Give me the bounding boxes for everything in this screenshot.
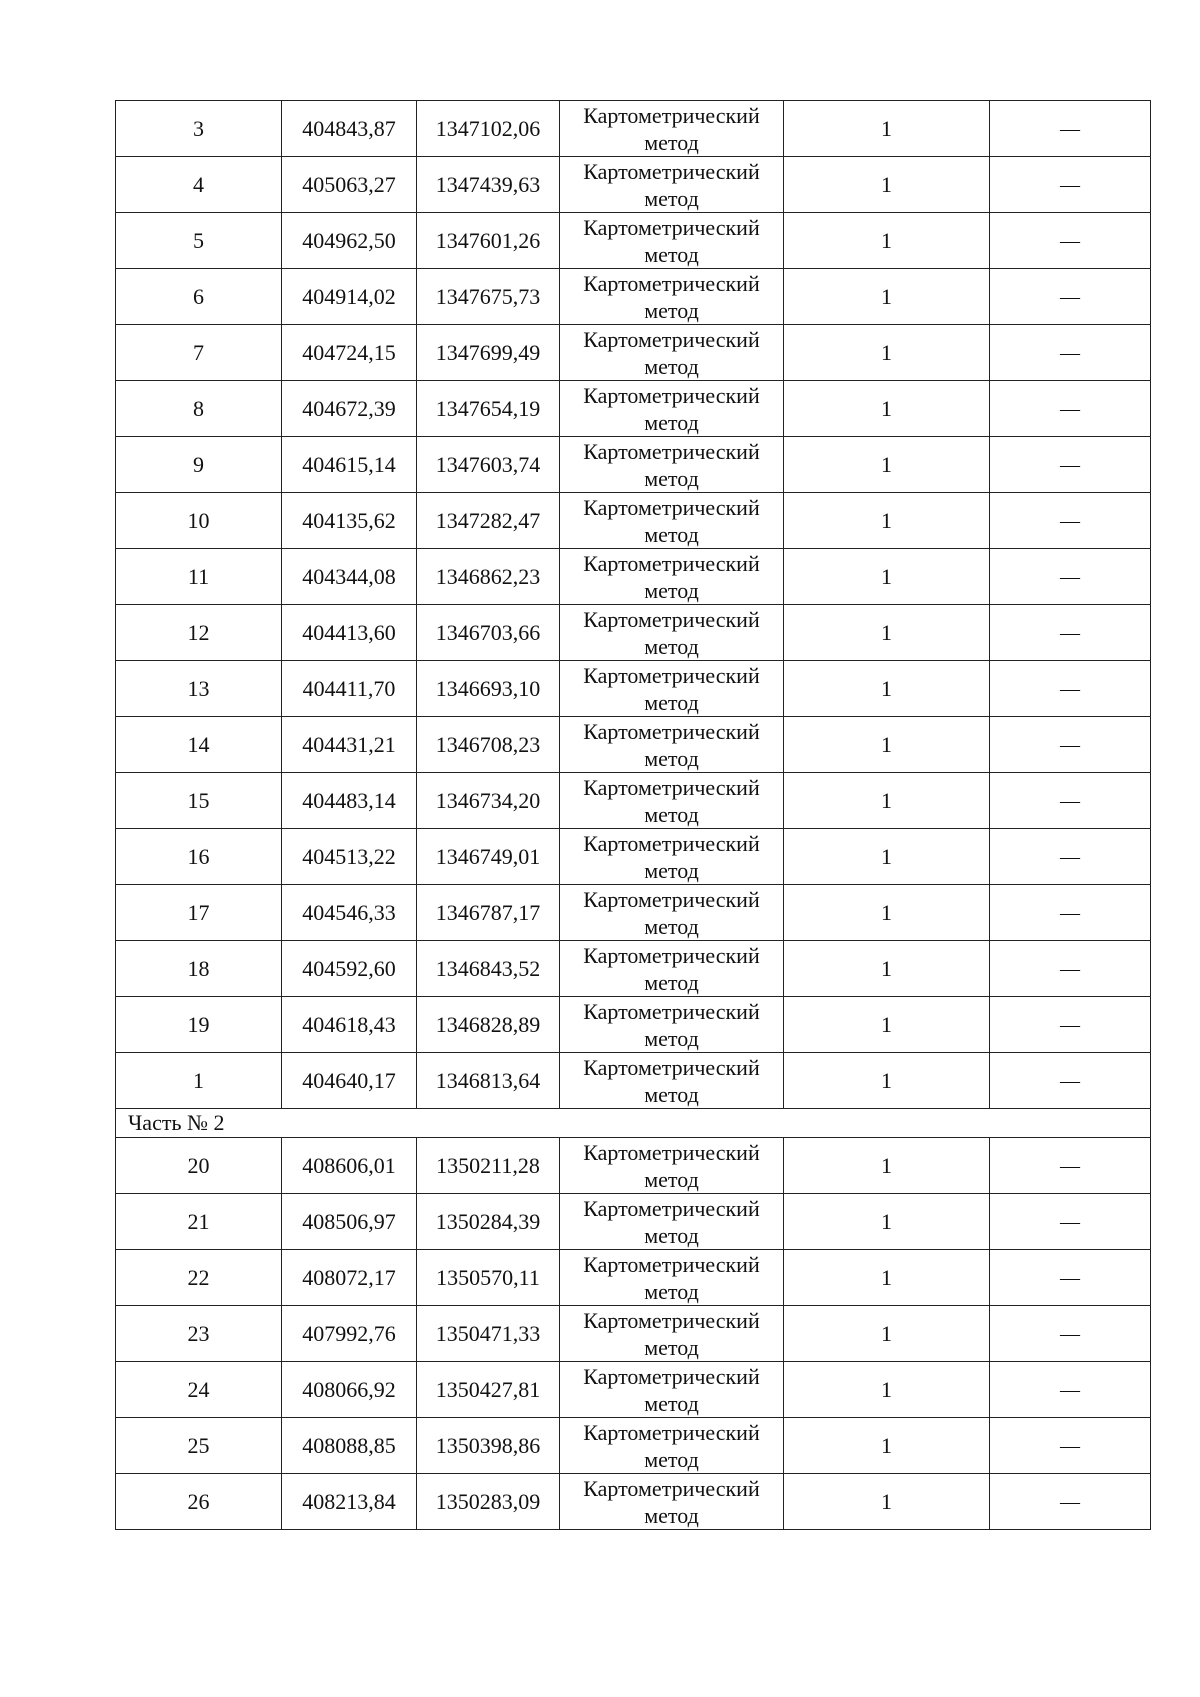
y-coordinate-cell: 1346813,64	[417, 1053, 560, 1109]
part-1-rows	[116, 101, 1151, 1109]
accuracy-cell: 1	[784, 101, 990, 157]
method-cell: Картометрический метод	[560, 605, 784, 661]
x-coordinate-cell: 404672,39	[282, 381, 417, 437]
y-coordinate-cell: 1347654,19	[417, 381, 560, 437]
method-cell: Картометрический метод	[560, 437, 784, 493]
table-row	[116, 605, 1151, 661]
point-number-cell: 20	[116, 1138, 282, 1194]
x-coordinate-cell: 404483,14	[282, 773, 417, 829]
y-coordinate-cell: 1346843,52	[417, 941, 560, 997]
method-cell: Картометрический метод	[560, 325, 784, 381]
description-cell: —	[990, 381, 1151, 437]
x-coordinate-cell: 408606,01	[282, 1138, 417, 1194]
point-number-cell: 19	[116, 997, 282, 1053]
x-coordinate-cell: 404135,62	[282, 493, 417, 549]
x-coordinate-cell: 404914,02	[282, 269, 417, 325]
x-coordinate-cell: 404413,60	[282, 605, 417, 661]
x-coordinate-cell: 408213,84	[282, 1474, 417, 1530]
section-heading-row	[116, 1109, 1151, 1138]
method-cell: Картометрический метод	[560, 1306, 784, 1362]
y-coordinate-cell: 1346828,89	[417, 997, 560, 1053]
y-coordinate-cell: 1350211,28	[417, 1138, 560, 1194]
method-cell: Картометрический метод	[560, 773, 784, 829]
table-row	[116, 213, 1151, 269]
x-coordinate-cell: 404724,15	[282, 325, 417, 381]
description-cell: —	[990, 269, 1151, 325]
description-cell: —	[990, 1138, 1151, 1194]
table-row	[116, 1138, 1151, 1194]
method-cell: Картометрический метод	[560, 269, 784, 325]
description-cell: —	[990, 1250, 1151, 1306]
table-row	[116, 1418, 1151, 1474]
description-cell: —	[990, 997, 1151, 1053]
table-row	[116, 381, 1151, 437]
y-coordinate-cell: 1347675,73	[417, 269, 560, 325]
description-cell: —	[990, 605, 1151, 661]
description-cell: —	[990, 941, 1151, 997]
point-number-cell: 23	[116, 1306, 282, 1362]
coordinates-table	[115, 100, 1151, 1530]
y-coordinate-cell: 1347102,06	[417, 101, 560, 157]
table-row	[116, 157, 1151, 213]
x-coordinate-cell: 407992,76	[282, 1306, 417, 1362]
x-coordinate-cell: 404344,08	[282, 549, 417, 605]
y-coordinate-cell: 1350570,11	[417, 1250, 560, 1306]
point-number-cell: 11	[116, 549, 282, 605]
accuracy-cell: 1	[784, 1418, 990, 1474]
accuracy-cell: 1	[784, 213, 990, 269]
description-cell: —	[990, 717, 1151, 773]
point-number-cell: 15	[116, 773, 282, 829]
y-coordinate-cell: 1347603,74	[417, 437, 560, 493]
x-coordinate-cell: 404640,17	[282, 1053, 417, 1109]
x-coordinate-cell: 408072,17	[282, 1250, 417, 1306]
part-2-rows	[116, 1138, 1151, 1530]
description-cell: —	[990, 773, 1151, 829]
table-row	[116, 941, 1151, 997]
x-coordinate-cell: 408088,85	[282, 1418, 417, 1474]
y-coordinate-cell: 1350284,39	[417, 1194, 560, 1250]
accuracy-cell: 1	[784, 437, 990, 493]
accuracy-cell: 1	[784, 1053, 990, 1109]
point-number-cell: 12	[116, 605, 282, 661]
accuracy-cell: 1	[784, 1138, 990, 1194]
method-cell: Картометрический метод	[560, 381, 784, 437]
accuracy-cell: 1	[784, 549, 990, 605]
method-cell: Картометрический метод	[560, 941, 784, 997]
point-number-cell: 5	[116, 213, 282, 269]
part-2-heading-section	[116, 1109, 1151, 1138]
method-cell: Картометрический метод	[560, 101, 784, 157]
x-coordinate-cell: 404592,60	[282, 941, 417, 997]
y-coordinate-cell: 1346693,10	[417, 661, 560, 717]
x-coordinate-cell: 405063,27	[282, 157, 417, 213]
point-number-cell: 3	[116, 101, 282, 157]
method-cell: Картометрический метод	[560, 1362, 784, 1418]
description-cell: —	[990, 829, 1151, 885]
accuracy-cell: 1	[784, 381, 990, 437]
method-cell: Картометрический метод	[560, 549, 784, 605]
method-cell: Картометрический метод	[560, 1053, 784, 1109]
description-cell: —	[990, 437, 1151, 493]
accuracy-cell: 1	[784, 1250, 990, 1306]
x-coordinate-cell: 408506,97	[282, 1194, 417, 1250]
point-number-cell: 1	[116, 1053, 282, 1109]
table-row	[116, 269, 1151, 325]
table-row	[116, 1053, 1151, 1109]
point-number-cell: 16	[116, 829, 282, 885]
y-coordinate-cell: 1350427,81	[417, 1362, 560, 1418]
point-number-cell: 25	[116, 1418, 282, 1474]
y-coordinate-cell: 1350398,86	[417, 1418, 560, 1474]
method-cell: Картометрический метод	[560, 1418, 784, 1474]
accuracy-cell: 1	[784, 997, 990, 1053]
y-coordinate-cell: 1347601,26	[417, 213, 560, 269]
accuracy-cell: 1	[784, 773, 990, 829]
point-number-cell: 18	[116, 941, 282, 997]
y-coordinate-cell: 1347439,63	[417, 157, 560, 213]
table-row	[116, 1306, 1151, 1362]
method-cell: Картометрический метод	[560, 1194, 784, 1250]
point-number-cell: 4	[116, 157, 282, 213]
y-coordinate-cell: 1350471,33	[417, 1306, 560, 1362]
method-cell: Картометрический метод	[560, 829, 784, 885]
table-row	[116, 661, 1151, 717]
method-cell: Картометрический метод	[560, 1250, 784, 1306]
y-coordinate-cell: 1346734,20	[417, 773, 560, 829]
x-coordinate-cell: 404843,87	[282, 101, 417, 157]
description-cell: —	[990, 1418, 1151, 1474]
table-row	[116, 1362, 1151, 1418]
x-coordinate-cell: 404618,43	[282, 997, 417, 1053]
method-cell: Картометрический метод	[560, 213, 784, 269]
method-cell: Картометрический метод	[560, 717, 784, 773]
table-row	[116, 437, 1151, 493]
point-number-cell: 7	[116, 325, 282, 381]
accuracy-cell: 1	[784, 717, 990, 773]
description-cell: —	[990, 493, 1151, 549]
accuracy-cell: 1	[784, 1474, 990, 1530]
point-number-cell: 17	[116, 885, 282, 941]
table-row	[116, 773, 1151, 829]
method-cell: Картометрический метод	[560, 997, 784, 1053]
description-cell: —	[990, 661, 1151, 717]
description-cell: —	[990, 101, 1151, 157]
x-coordinate-cell: 408066,92	[282, 1362, 417, 1418]
table-row	[116, 717, 1151, 773]
description-cell: —	[990, 1362, 1151, 1418]
accuracy-cell: 1	[784, 1306, 990, 1362]
accuracy-cell: 1	[784, 1194, 990, 1250]
table-row	[116, 1474, 1151, 1530]
description-cell: —	[990, 213, 1151, 269]
method-cell: Картометрический метод	[560, 493, 784, 549]
description-cell: —	[990, 1194, 1151, 1250]
description-cell: —	[990, 157, 1151, 213]
table-row	[116, 829, 1151, 885]
table-row	[116, 1194, 1151, 1250]
table-row	[116, 325, 1151, 381]
point-number-cell: 13	[116, 661, 282, 717]
table-row	[116, 549, 1151, 605]
accuracy-cell: 1	[784, 661, 990, 717]
table-row	[116, 101, 1151, 157]
table-row	[116, 997, 1151, 1053]
point-number-cell: 24	[116, 1362, 282, 1418]
table-row	[116, 1250, 1151, 1306]
y-coordinate-cell: 1346787,17	[417, 885, 560, 941]
x-coordinate-cell: 404411,70	[282, 661, 417, 717]
accuracy-cell: 1	[784, 493, 990, 549]
method-cell: Картометрический метод	[560, 1474, 784, 1530]
method-cell: Картометрический метод	[560, 157, 784, 213]
description-cell: —	[990, 549, 1151, 605]
point-number-cell: 22	[116, 1250, 282, 1306]
x-coordinate-cell: 404431,21	[282, 717, 417, 773]
part-2-heading: Часть № 2	[116, 1109, 1151, 1138]
x-coordinate-cell: 404546,33	[282, 885, 417, 941]
method-cell: Картометрический метод	[560, 885, 784, 941]
y-coordinate-cell: 1347699,49	[417, 325, 560, 381]
accuracy-cell: 1	[784, 269, 990, 325]
table-row	[116, 493, 1151, 549]
y-coordinate-cell: 1346862,23	[417, 549, 560, 605]
description-cell: —	[990, 1053, 1151, 1109]
y-coordinate-cell: 1347282,47	[417, 493, 560, 549]
x-coordinate-cell: 404615,14	[282, 437, 417, 493]
point-number-cell: 6	[116, 269, 282, 325]
accuracy-cell: 1	[784, 157, 990, 213]
method-cell: Картометрический метод	[560, 661, 784, 717]
point-number-cell: 14	[116, 717, 282, 773]
point-number-cell: 26	[116, 1474, 282, 1530]
description-cell: —	[990, 325, 1151, 381]
y-coordinate-cell: 1346749,01	[417, 829, 560, 885]
description-cell: —	[990, 885, 1151, 941]
x-coordinate-cell: 404513,22	[282, 829, 417, 885]
point-number-cell: 8	[116, 381, 282, 437]
point-number-cell: 10	[116, 493, 282, 549]
y-coordinate-cell: 1346703,66	[417, 605, 560, 661]
accuracy-cell: 1	[784, 1362, 990, 1418]
description-cell: —	[990, 1474, 1151, 1530]
point-number-cell: 9	[116, 437, 282, 493]
table-row	[116, 885, 1151, 941]
y-coordinate-cell: 1350283,09	[417, 1474, 560, 1530]
point-number-cell: 21	[116, 1194, 282, 1250]
x-coordinate-cell: 404962,50	[282, 213, 417, 269]
accuracy-cell: 1	[784, 885, 990, 941]
accuracy-cell: 1	[784, 941, 990, 997]
method-cell: Картометрический метод	[560, 1138, 784, 1194]
accuracy-cell: 1	[784, 605, 990, 661]
y-coordinate-cell: 1346708,23	[417, 717, 560, 773]
accuracy-cell: 1	[784, 325, 990, 381]
accuracy-cell: 1	[784, 829, 990, 885]
description-cell: —	[990, 1306, 1151, 1362]
